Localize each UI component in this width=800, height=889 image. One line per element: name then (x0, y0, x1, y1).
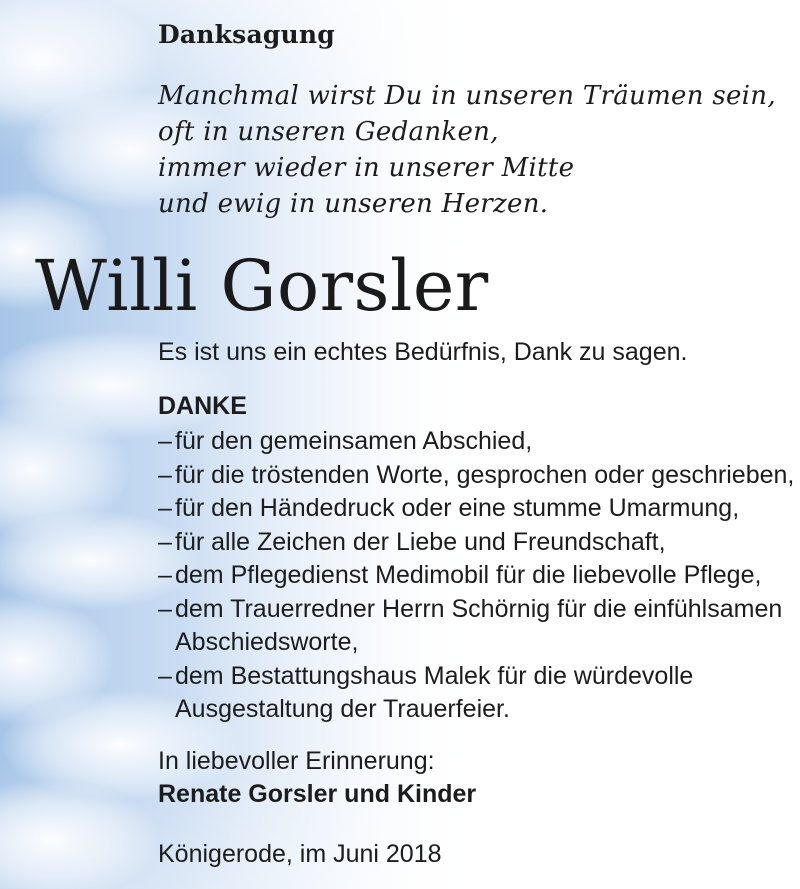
poem-line: oft in unseren Gedanken, (158, 117, 499, 147)
dash: – (158, 594, 172, 623)
dash: – (158, 460, 172, 489)
dash: – (158, 561, 172, 589)
signature: Renate Gorsler und Kinder (158, 780, 477, 808)
poem (158, 78, 776, 222)
list-item-text: für die tröstenden Worte, gesprochen oder geschrieben, (175, 460, 795, 489)
deceased-name: Willi Gorsler (35, 245, 489, 327)
list-item (158, 559, 794, 593)
thanks-list (158, 425, 794, 727)
place-date: Königerode, im Juni 2018 (158, 840, 442, 868)
list-item-text: dem Trauerredner Herrn Schörnig für die einfühlsamen Abschiedsworte, (175, 594, 783, 656)
poem-line: immer wieder in unserer Mitte (158, 153, 575, 183)
dash: – (158, 494, 172, 522)
dash: – (158, 527, 172, 556)
list-item (158, 492, 794, 526)
notice-heading: Danksagung (158, 20, 335, 49)
list-item (158, 425, 794, 459)
list-item (158, 660, 794, 727)
list-item-text: dem Pflegedienst Medimobil für die liebevolle Pflege, (175, 561, 762, 589)
poem-line: und ewig in unseren Herzen. (158, 189, 549, 219)
thanks-title: DANKE (158, 392, 247, 420)
list-item (158, 593, 794, 660)
dash: – (158, 661, 172, 690)
list-item-text: für den gemeinsamen Abschied, (175, 427, 533, 455)
poem-line: Manchmal wirst Du in unseren Träumen sein, (158, 81, 776, 111)
intro-text: Es ist uns ein echtes Bedürfnis, Dank zu sagen. (158, 338, 688, 366)
list-item (158, 459, 794, 493)
list-item (158, 526, 794, 560)
dash: – (158, 427, 172, 455)
list-item-text: dem Bestattungshaus Malek für die würdevolle Ausgestaltung der Trauerfeier. (175, 661, 694, 723)
list-item-text: für alle Zeichen der Liebe und Freundschaft, (175, 527, 666, 556)
list-item-text: für den Händedruck oder eine stumme Umarmung, (175, 494, 740, 522)
closing-line: In liebevoller Erinnerung: (158, 747, 435, 775)
